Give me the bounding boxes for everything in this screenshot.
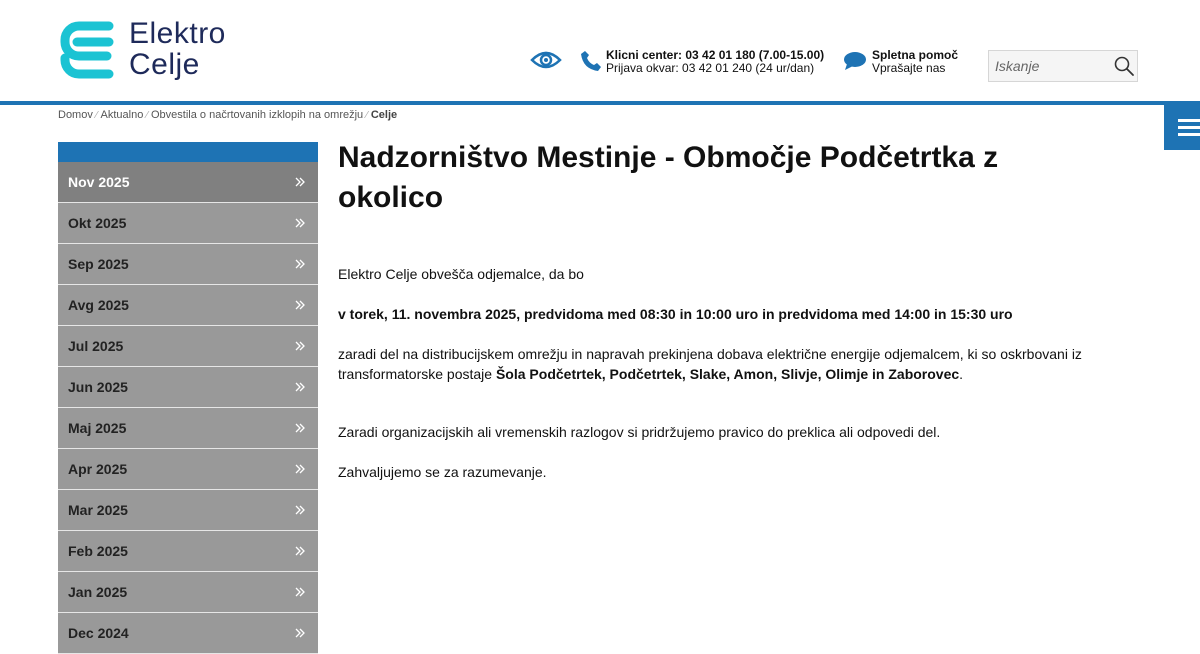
double-chevron-right-icon [294,545,306,557]
sidebar-item-jan-2025[interactable] [58,572,318,613]
sidebar-item-maj-2025[interactable] [58,408,318,449]
search-input[interactable] [989,51,1107,81]
double-chevron-right-icon [294,504,306,516]
search-box [988,50,1138,82]
double-chevron-right-icon [294,299,306,311]
sidebar-item-label: Avg 2025 [68,297,129,313]
logo[interactable] [57,18,237,84]
sidebar-item-label: Maj 2025 [68,420,127,436]
sidebar-item-label: Feb 2025 [68,543,128,559]
station-list: Šola Podčetrtek, Podčetrtek, Slake, Amon, Slivje, Olimje in Zaborovec [495,366,960,382]
logo-line-1: Elektro [129,17,226,50]
breadcrumb-separator: ⁄ [95,110,98,121]
help-title: Spletna pomoč [872,48,959,62]
article-thanks: Zahvaljujemo se za razumevanje. [338,464,547,480]
sidebar-item-jun-2025[interactable] [58,367,318,408]
double-chevron-right-icon [294,586,306,598]
eye-icon[interactable] [530,48,562,72]
double-chevron-right-icon [294,422,306,434]
breadcrumb-link-news[interactable]: Aktualno [100,109,144,121]
hamburger-line [1178,119,1200,122]
sidebar-item-dec-2024[interactable] [58,613,318,654]
double-chevron-right-icon [294,340,306,352]
article-intro: Elektro Celje obvešča odjemalce, da bo [338,266,584,282]
article-reason [338,344,1098,384]
chat-bubble-icon [843,51,867,71]
online-help[interactable] [843,48,973,78]
hamburger-line [1178,133,1200,136]
double-chevron-right-icon [294,381,306,393]
sidebar-item-nov-2025[interactable] [58,162,318,203]
double-chevron-right-icon [294,217,306,229]
article-schedule: v torek, 11. novembra 2025, predvidoma med 08:30 in 10:00 uro in predvidoma med 14:00 in 15:30 uro [338,306,1013,322]
sidebar-item-label: Nov 2025 [68,174,130,190]
outage-line: Prijava okvar: 03 42 01 240 (24 ur/dan) [606,61,815,75]
sidebar-item-label: Sep 2025 [68,256,129,272]
breadcrumb-link-outages[interactable]: Obvestila o načrtovanih izklopih na omrežju [151,109,364,121]
page-title: Nadzorništvo Mestinje - Območje Podčetrtka z okolico [338,141,999,214]
sidebar-item-okt-2025[interactable] [58,203,318,244]
call-center[interactable] [580,48,830,78]
sidebar-item-label: Apr 2025 [68,461,128,477]
logo-text [129,18,226,80]
article [338,138,1098,480]
sidebar-item-label: Mar 2025 [68,502,128,518]
search-icon[interactable] [1113,55,1135,77]
sidebar-item-label: Jan 2025 [68,584,128,600]
breadcrumb-separator: ⁄ [366,110,368,121]
sidebar-item-label: Jul 2025 [68,338,124,354]
sidebar-header-bar [58,142,318,162]
breadcrumb-separator: ⁄ [146,110,148,121]
sidebar-item-label: Jun 2025 [68,379,128,395]
site-header [0,0,1200,102]
logo-line-2: Celje [129,48,200,81]
sidebar-month-list [58,162,318,654]
double-chevron-right-icon [294,258,306,270]
breadcrumb [58,109,397,121]
sidebar-item-feb-2025[interactable] [58,531,318,572]
sidebar-item-mar-2025[interactable] [58,490,318,531]
phone-icon [580,50,602,72]
hamburger-line [1178,126,1200,129]
sidebar-item-apr-2025[interactable] [58,449,318,490]
help-subtitle: Vprašajte nas [872,61,946,75]
sidebar-item-sep-2025[interactable] [58,244,318,285]
sidebar-item-jul-2025[interactable] [58,326,318,367]
reason-end: . [959,366,964,382]
sidebar-item-label: Okt 2025 [68,215,127,231]
sidebar-item-label: Dec 2024 [68,625,129,641]
menu-toggle-button[interactable] [1164,104,1200,150]
logo-mark-icon [57,18,117,80]
call-center-line: Klicni center: 03 42 01 180 (7.00-15.00) [606,48,825,62]
breadcrumb-current: Celje [370,109,398,121]
breadcrumb-link-home[interactable]: Domov [58,109,93,121]
sidebar-item-avg-2025[interactable] [58,285,318,326]
header-accent-bar [0,101,1200,105]
article-disclaimer: Zaradi organizacijskih ali vremenskih razlogov si pridržujemo pravico do preklica ali odpovedi del. [338,424,941,440]
reason-text: zaradi del na distribucijskem omrežju in napravah prekinjena dobava električne energije odjemalcem, ki so oskrbovani iz transformatorske postaje [338,346,1082,382]
double-chevron-right-icon [294,463,306,475]
double-chevron-right-icon [294,627,306,639]
double-chevron-right-icon [294,176,306,188]
